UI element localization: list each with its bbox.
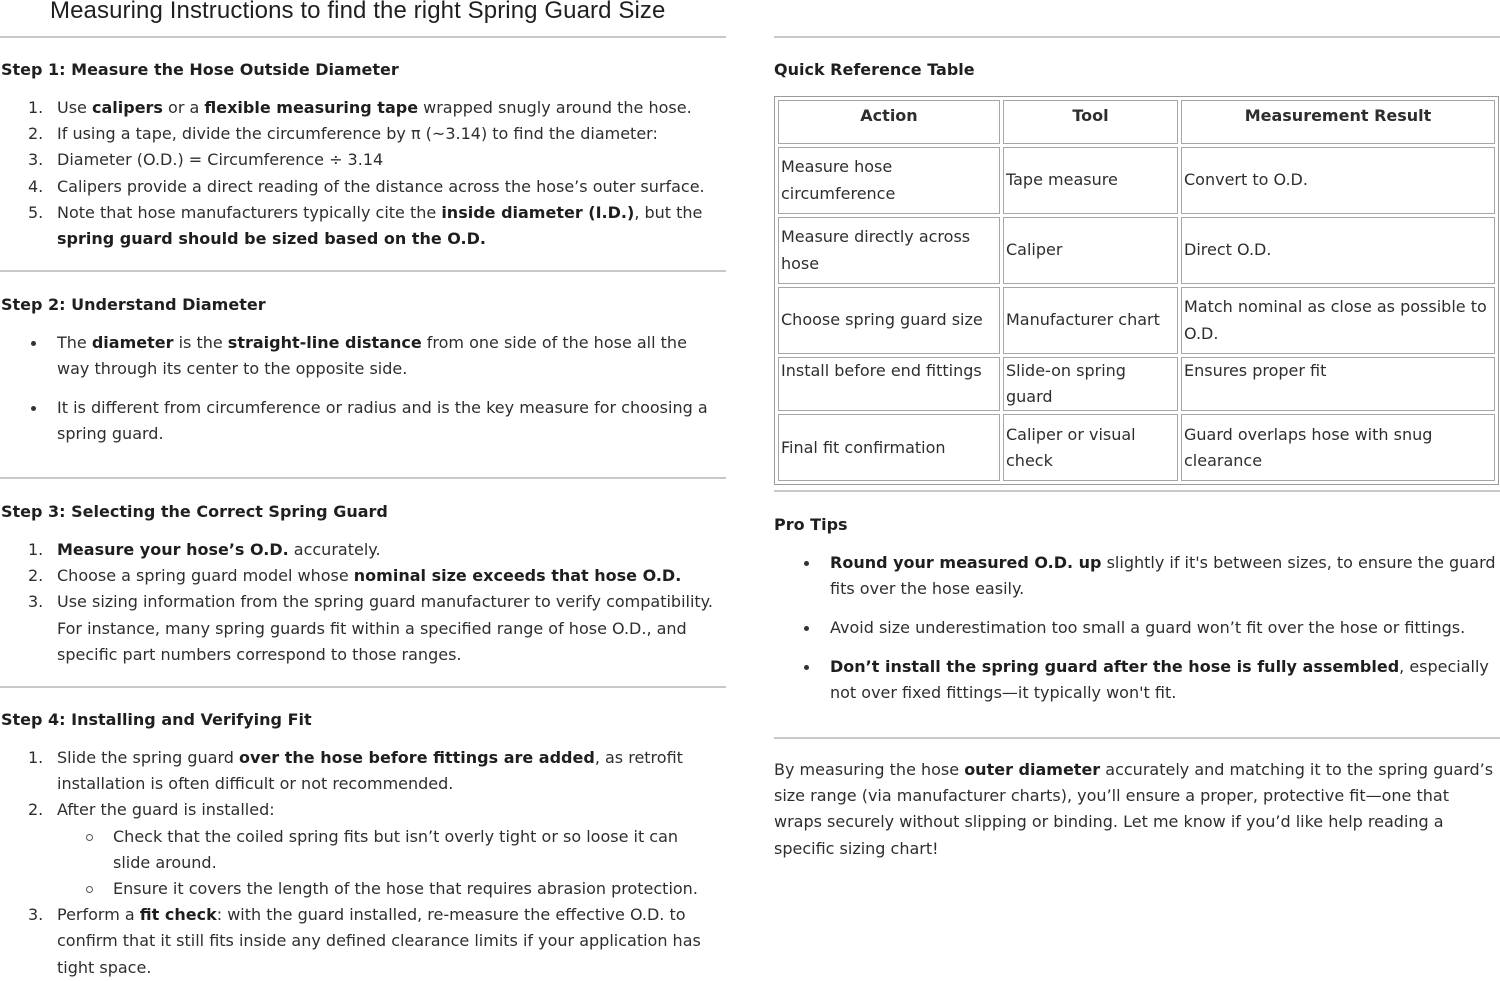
table-row [778, 147, 1495, 214]
list-item: 2. If using a tape, divide the circumference by π (~3.14) to find the diameter: [1, 121, 725, 147]
divider [0, 36, 726, 38]
list-marker: 2. [28, 124, 44, 144]
circle-bullet-icon [86, 886, 93, 893]
table-row [778, 414, 1495, 481]
list-item: 1. Measure your hose’s O.D. accurately. [1, 537, 717, 563]
list-item: 3. Perform a fit check: with the guard installed, re-measure the effective O.D. to confirm that it still fits inside any defined clearance limits if your application has tight space. [1, 902, 717, 981]
list-item: 4. Calipers provide a direct reading of the distance across the hose’s outer surface. [1, 174, 725, 200]
divider [0, 270, 726, 272]
pro-tips-heading: Pro Tips [774, 515, 848, 534]
list-marker: 5. [28, 202, 44, 222]
list-item: Avoid size underestimation too small a guard won’t fit over the hose or fittings. [774, 615, 1496, 641]
table-cell: Manufacturer chart [1003, 287, 1178, 354]
list-item: 3. Diameter (O.D.) = Circumference ÷ 3.14 [1, 147, 725, 173]
step3-list [1, 537, 717, 668]
table-cell: Choose spring guard size [778, 287, 1000, 354]
column-header: Action [778, 100, 1000, 144]
table-cell: Guard overlaps hose with snug clearance [1181, 414, 1495, 481]
step2-heading: Step 2: Understand Diameter [1, 295, 266, 314]
list-item: Don’t install the spring guard after the hose is fully assembled, especially not over fixed fittings—it typically won't fit. [774, 654, 1496, 706]
page-title: Measuring Instructions to find the right Spring Guard Size [50, 0, 666, 24]
quick-reference-table [774, 96, 1499, 485]
table-row [778, 217, 1495, 284]
table-cell: Measure hose circumference [778, 147, 1000, 214]
step3-heading: Step 3: Selecting the Correct Spring Guard [1, 502, 388, 521]
step4-heading: Step 4: Installing and Verifying Fit [1, 710, 312, 729]
list-item: The diameter is the straight-line distance from one side of the hose all the way through its center to the opposite side. [1, 330, 711, 382]
list-item: 5. Note that hose manufacturers typically cite the inside diameter (I.D.), but the spring guard should be sized based on the O.D. [1, 200, 725, 252]
list-marker: 1. [28, 98, 44, 117]
pro-tips-list [774, 550, 1496, 707]
divider [774, 490, 1500, 492]
list-item: 3. Use sizing information from the spring guard manufacturer to verify compatibility. For instance, many spring guards fit within a specified range of hose O.D., and specific part numbers correspond to those ranges. [1, 589, 717, 668]
divider [774, 36, 1500, 38]
list-marker: 3. [28, 150, 44, 170]
column-header: Measurement Result [1181, 100, 1495, 144]
step2-list [1, 330, 711, 448]
bullet-icon [804, 561, 809, 566]
table-cell: Caliper [1003, 217, 1178, 284]
bullet-icon [31, 341, 36, 346]
table-row [778, 287, 1495, 354]
list-marker: 1. [28, 748, 44, 767]
list-marker: 2. [28, 800, 44, 820]
table-cell: Direct O.D. [1181, 217, 1495, 284]
table-cell: Final fit confirmation [778, 414, 1000, 481]
list-item: It is different from circumference or radius and is the key measure for choosing a spring guard. [1, 395, 711, 447]
step4-sublist [57, 824, 717, 903]
table-row [778, 357, 1495, 411]
sublist-item: Ensure it covers the length of the hose that requires abrasion protection. [57, 876, 717, 902]
list-item: 1. Slide the spring guard over the hose before fittings are added, as retrofit installation is often difficult or not recommended. [1, 745, 717, 797]
circle-bullet-icon [86, 834, 93, 841]
table-cell: Caliper or visual check [1003, 414, 1178, 481]
list-item: 2. Choose a spring guard model whose nominal size exceeds that hose O.D. [1, 563, 717, 589]
table-cell: Convert to O.D. [1181, 147, 1495, 214]
list-item: 1. Use calipers or a flexible measuring tape wrapped snugly around the hose. [1, 95, 725, 121]
step1-heading: Step 1: Measure the Hose Outside Diameter [1, 60, 399, 79]
list-item: Round your measured O.D. up slightly if it's between sizes, to ensure the guard fits over the hose easily. [774, 550, 1496, 602]
list-item: 2. After the guard is installed: Check that the coiled spring fits but isn’t overly tight or so loose it can slide around. Ensure it covers the length of the hose that requires abrasion protection. [1, 797, 717, 902]
divider [774, 737, 1500, 739]
bullet-icon [804, 665, 809, 670]
table-cell: Slide-on spring guard [1003, 357, 1178, 411]
list-marker: 3. [28, 592, 44, 612]
table-cell: Measure directly across hose [778, 217, 1000, 284]
step1-list [1, 95, 725, 252]
table-cell: Match nominal as close as possible to O.D. [1181, 287, 1495, 354]
sublist-item: Check that the coiled spring fits but isn’t overly tight or so loose it can slide around. [57, 824, 717, 876]
quick-reference-heading: Quick Reference Table [774, 60, 975, 79]
table-cell: Ensures proper fit [1181, 357, 1495, 411]
bullet-icon [31, 406, 36, 411]
list-marker: 2. [28, 566, 44, 586]
divider [0, 477, 726, 479]
column-header: Tool [1003, 100, 1178, 144]
table-cell: Tape measure [1003, 147, 1178, 214]
table-cell: Install before end fittings [778, 357, 1000, 411]
list-marker: 4. [28, 176, 44, 196]
bullet-icon [804, 626, 809, 631]
table-header-row [778, 100, 1495, 144]
step4-list [1, 745, 717, 981]
divider [0, 686, 726, 688]
closing-paragraph: By measuring the hose outer diameter accurately and matching it to the spring guard’s size range (via manufacturer charts), you’ll ensure a proper, protective fit—one that wraps securely without slipping or binding. Let me know if you’d like help reading a specific sizing chart! [774, 760, 1494, 858]
list-marker: 1. [28, 540, 44, 559]
list-marker: 3. [28, 905, 44, 925]
